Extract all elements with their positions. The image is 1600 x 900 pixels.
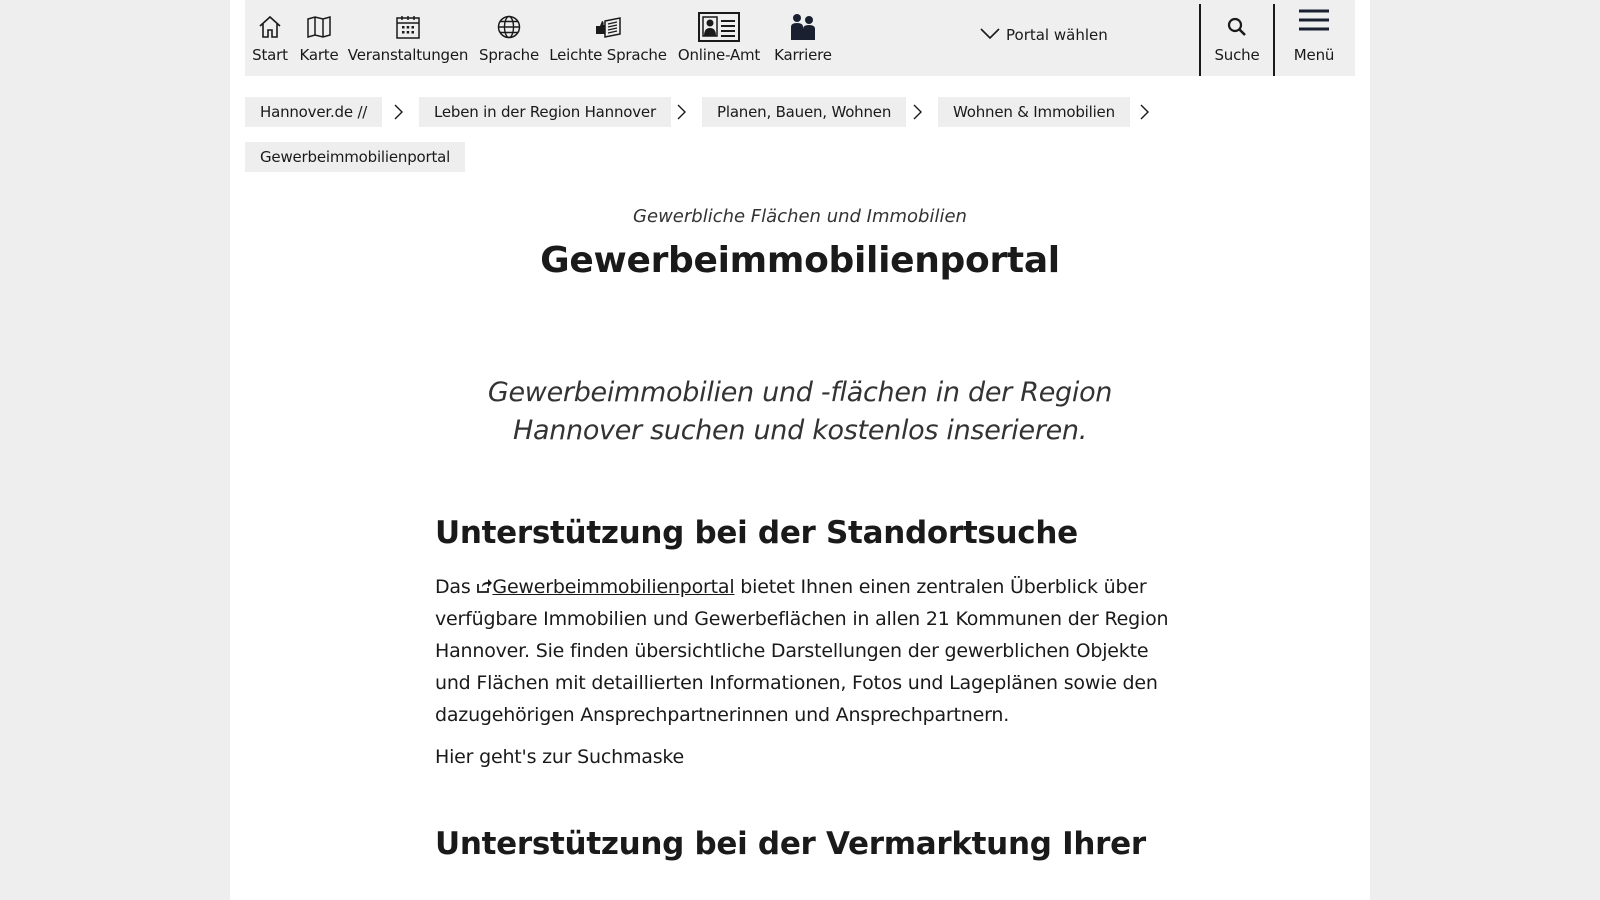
breadcrumb-item[interactable]: Hannover.de //	[245, 97, 382, 127]
nav-veranstaltungen[interactable]	[349, 0, 467, 76]
nav-online-amt[interactable]	[678, 0, 760, 76]
portal-select[interactable]	[980, 26, 1108, 44]
breadcrumb-item[interactable]: Leben in der Region Hannover	[419, 97, 671, 127]
map-icon	[306, 12, 332, 42]
portal-select-label: Portal wählen	[1006, 26, 1108, 44]
nav-karte[interactable]	[298, 0, 340, 76]
nav-sprache[interactable]	[479, 0, 539, 76]
nav-start-label: Start	[252, 46, 288, 64]
nav-leichte-sprache-label: Leichte Sprache	[549, 46, 667, 64]
globe-icon	[496, 12, 522, 42]
page-kicker: Gewerbliche Flächen und Immobilien	[633, 206, 967, 227]
breadcrumb-item[interactable]: Planen, Bauen, Wohnen	[702, 97, 906, 127]
page-title: Gewerbeimmobilienportal	[540, 240, 1060, 281]
people-icon	[788, 12, 818, 42]
menu-label: Menü	[1293, 46, 1335, 64]
section-vermarktung	[435, 826, 1175, 862]
page-container	[230, 0, 1370, 900]
section-paragraph	[435, 571, 1175, 731]
chevron-down-icon	[980, 26, 1000, 44]
chevron-right-icon	[392, 103, 404, 125]
easy-language-icon	[594, 12, 622, 42]
top-navigation	[245, 0, 1355, 76]
nav-karte-label: Karte	[299, 46, 339, 64]
home-icon	[257, 12, 283, 42]
menu-button[interactable]	[1275, 0, 1353, 76]
id-card-icon	[698, 12, 740, 42]
nav-online-amt-label: Online-Amt	[677, 46, 761, 64]
search-label: Suche	[1214, 46, 1260, 64]
calendar-icon	[395, 12, 421, 42]
chevron-right-icon	[675, 103, 687, 125]
section-heading: Unterstützung bei der Vermarktung Ihrer	[435, 826, 1146, 862]
chevron-right-icon	[911, 103, 923, 125]
hamburger-menu-icon	[1298, 8, 1330, 42]
nav-karriere-label: Karriere	[774, 46, 832, 64]
section-standortsuche	[435, 515, 1175, 773]
gewerbeimmobilienportal-link[interactable]	[476, 576, 734, 598]
para-rest: bietet Ihnen einen zentralen Überblick über verfügbare Immobilien und Gewerbeflächen in allen 21 Kommunen der Region Hannover. Sie finden übersichtliche Darstellungen der gewerblichen Objekte und Flächen mit detaillierten Informationen, Fotos und Lageplänen sowie den dazugehörigen Ansprechpartnerinnen und Ansprechpartnern.	[435, 576, 1169, 726]
nav-sprache-label: Sprache	[479, 46, 539, 64]
nav-start[interactable]	[251, 0, 289, 76]
nav-veranstaltungen-label: Veranstaltungen	[347, 46, 469, 64]
chevron-right-icon	[1138, 103, 1150, 125]
nav-leichte-sprache[interactable]	[549, 0, 667, 76]
search-button[interactable]	[1201, 0, 1273, 76]
search-mask-note: Hier geht's zur Suchmaske	[435, 746, 685, 768]
search-icon	[1226, 12, 1248, 42]
lead-text: Gewerbeimmobilien und -flächen in der Region Hannover suchen und kostenlos inserieren.	[487, 377, 1113, 446]
breadcrumb-item[interactable]: Wohnen & Immobilien	[938, 97, 1130, 127]
section-heading: Unterstützung bei der Standortsuche	[435, 515, 1078, 551]
para-prefix: Das	[435, 576, 477, 598]
external-link-icon	[476, 576, 492, 598]
link-text: Gewerbeimmobilienportal	[492, 576, 735, 598]
nav-karriere[interactable]	[773, 0, 833, 76]
breadcrumb-current[interactable]: Gewerbeimmobilienportal	[245, 142, 465, 172]
